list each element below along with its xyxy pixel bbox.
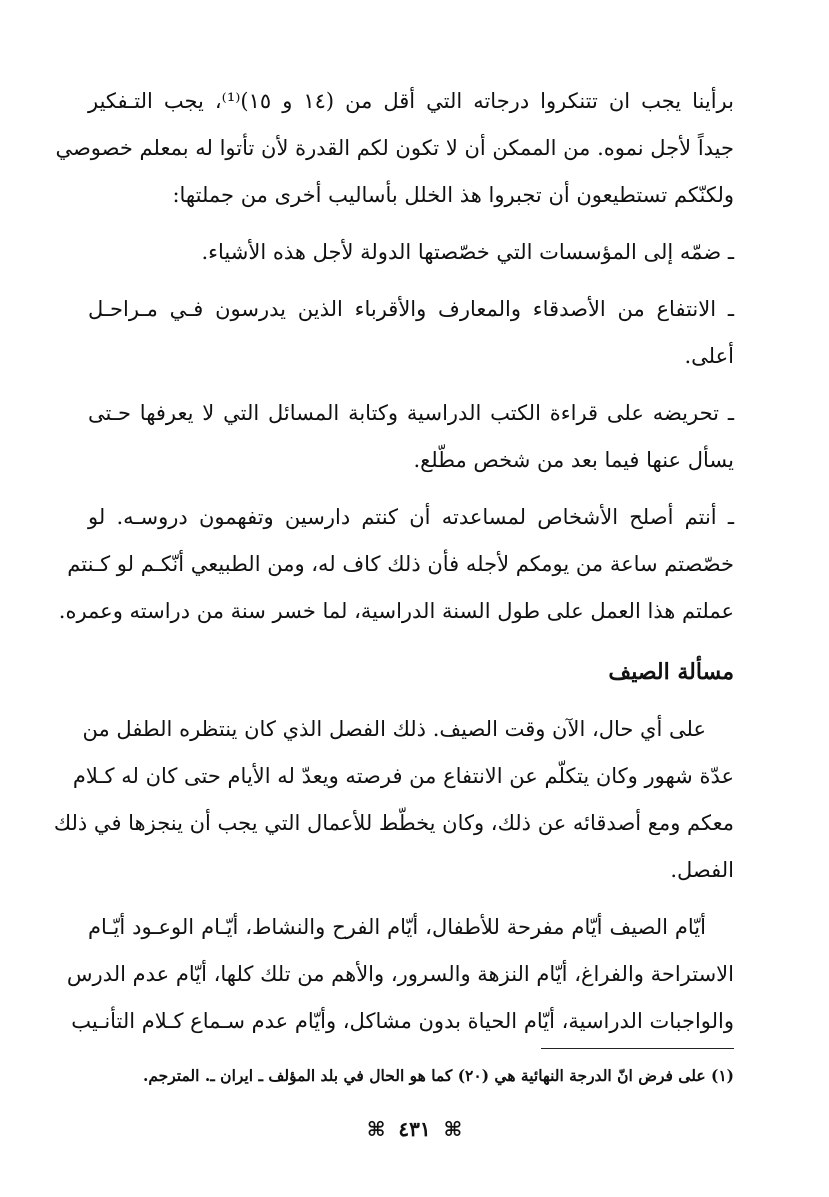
text-line: الفصل. [670, 858, 734, 882]
text-line: عدّة شهور وكان يتكلّم عن الانتفاع من فرصته ويعدّ له الأيام حتى كان له كـلام [72, 764, 734, 788]
bullet-item [88, 286, 734, 380]
text-line: برأينا يجب ان تتنكروا درجاته التي أقل من (١٤ و ١٥)⁽¹⁾، يجب التـفكير [88, 89, 734, 113]
footnote-separator [541, 1048, 734, 1049]
ornament-icon: ⌘ [443, 1117, 463, 1141]
text-line: ـ ضمّه إلى المؤسسات التي خصّصتها الدولة لأجل هذه الأشياء. [201, 240, 734, 264]
summer-days-paragraph [66, 904, 734, 1045]
text-line: عملتم هذا العمل على طول السنة الدراسية، لما خسر سنة من دراسته وعمره. [58, 599, 734, 623]
section-title: مسألة الصيف [608, 659, 734, 685]
page-number: ٤٣١ [398, 1117, 431, 1141]
footnote: (١) على فرض انّ الدرجة النهائية هي (٢٠) كما هو الحال في بلد المؤلف ـ ايران ـ. المترجم. [142, 1066, 734, 1085]
text-line: جيداً لأجل نموه. من الممكن أن لا تكون لكم القدرة لأن تأتوا له بمعلم خصوصي [55, 136, 734, 160]
summer-paragraph [53, 706, 734, 894]
text-line: خصّصتم ساعة من يومكم لأجله فأن ذلك كاف له، ومن الطبيعي أنّكـم لو كـنتم [67, 552, 734, 576]
text-line: ـ الانتفاع من الأصدقاء والمعارف والأقرباء الذين يدرسون فـي مـراحـل [88, 297, 734, 321]
text-line: والواجبات الدراسية، أيّام الحياة بدون مشاكل، وأيّام عدم سـماع كـلام التأنـيب [71, 1009, 734, 1033]
ornament-icon: ⌘ [366, 1117, 386, 1141]
bullet-item [58, 494, 734, 635]
page-number-footer [0, 1117, 829, 1141]
intro-paragraph [55, 78, 734, 219]
text-line: أعلى. [684, 344, 734, 368]
text-line: على أي حال، الآن وقت الصيف. ذلك الفصل الذي كان ينتظره الطفل من [82, 717, 706, 741]
text-line: الاستراحة والفراغ، أيّام النزهة والسرور، والأهم من تلك كلها، أيّام عدم الدرس [66, 962, 734, 986]
page-body [53, 78, 734, 1045]
bullet-item [88, 229, 734, 276]
text-line: أيّام الصيف أيّام مفرحة للأطفال، أيّام الفرح والنشاط، أيّـام الوعـود أيّـام [88, 915, 706, 939]
bullet-item [88, 390, 734, 484]
text-line: معكم ومع أصدقائه عن ذلك، وكان يخطّط للأعمال التي يجب أن ينجزها في ذلك [53, 811, 734, 835]
text-line: ولكنّكم تستطيعون أن تجبروا هذ الخلل بأساليب أخرى من جملتها: [172, 183, 734, 207]
text-line: ـ تحريضه على قراءة الكتب الدراسية وكتابة المسائل التي لا يعرفها حـتى [88, 401, 734, 425]
text-line: يسأل عنها فيما بعد من شخص مطّلع. [413, 448, 734, 472]
text-line: ـ أنتم أصلح الأشخاص لمساعدته أن كنتم دارسين وتفهمون دروسـه. لو [88, 505, 734, 529]
